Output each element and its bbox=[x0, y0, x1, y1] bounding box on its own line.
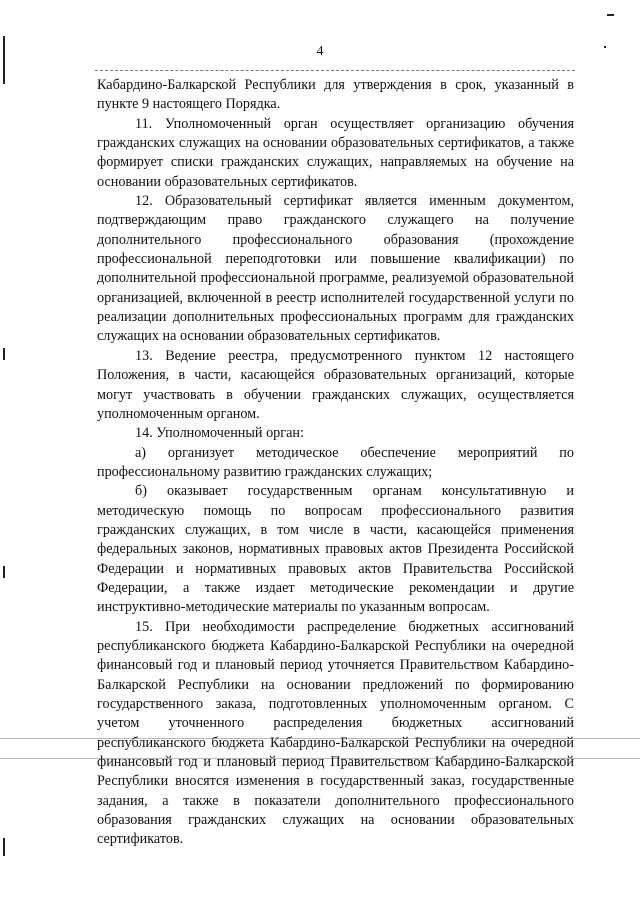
paragraph-13: 13. Ведение реестра, предусмотренного пунктом 12 настоящего Положения, в части, касающейся образовательных организаций, которые могут участвовать в обучении гражданских служащих, осуществляется уполномоченным органом. bbox=[97, 347, 574, 422]
paragraph-14-b: б) оказывает государственным органам консультативную и методическую помощь по вопросам профессионального развития гражданских служащих, в том числе в части, касающейся применения федеральных законов, нормативных правовых актов Президента Российской Федерации и нормативных правовых актов Правительства Российской Федерации, а также издает методические рекомендации и другие инструктивно-методические материалы по указанным вопросам. bbox=[97, 483, 574, 616]
scan-edge-mark bbox=[3, 566, 5, 578]
document-body bbox=[97, 76, 574, 850]
paragraph-14-a: а) организует методическое обеспечение мероприятий по профессиональному развитию гражданских служащих; bbox=[97, 444, 574, 480]
header-divider bbox=[95, 70, 575, 71]
paragraph-11: 11. Уполномоченный орган осуществляет организацию обучения гражданских служащих на основании образовательных сертификатов, а также формирует списки гражданских служащих, направляемых на обучение на основании образовательных сертификатов. bbox=[97, 115, 574, 190]
page-number: 4 bbox=[316, 44, 324, 59]
scan-edge-mark bbox=[3, 838, 5, 856]
paragraph-15: 15. При необходимости распределение бюджетных ассигнований республиканского бюджета Кабардино-Балкарской Республики на очередной финансовый год и плановый период уточняется Правительством Кабардино-Балкарской Республики на основании предложений по формированию государственного заказа, подготовленных уполномоченным органом. С учетом уточненного распределения бюджетных ассигнований республиканского бюджета Кабардино-Балкарской Республики на очередной финансовый год и плановый период Правительством Кабардино-Балкарской Республики вносятся изменения в государственный заказ, государственные задания, а также в показатели дополнительного профессионального образования гражданских служащих на основании образовательных сертификатов. bbox=[97, 618, 574, 848]
scan-edge-mark bbox=[607, 14, 614, 16]
scan-edge-mark bbox=[3, 348, 5, 360]
paragraph-12: 12. Образовательный сертификат является именным документом, подтверждающим право гражданского служащего на получение дополнительного профессионального образования (прохождение профессиональной переподготовки или повышение квалификации) по дополнительной профессиональной программе, реализуемой образовательной организацией, включенной в реестр исполнителей государственной услуги по реализации дополнительных профессиональных программ для гражданских служащих на основании образовательных сертификатов. bbox=[97, 193, 574, 345]
paragraph-continuation: Кабардино-Балкарской Республики для утверждения в срок, указанный в пункте 9 настоящего Порядка. bbox=[97, 77, 574, 113]
paragraph-14: 14. Уполномоченный орган: bbox=[135, 425, 304, 442]
